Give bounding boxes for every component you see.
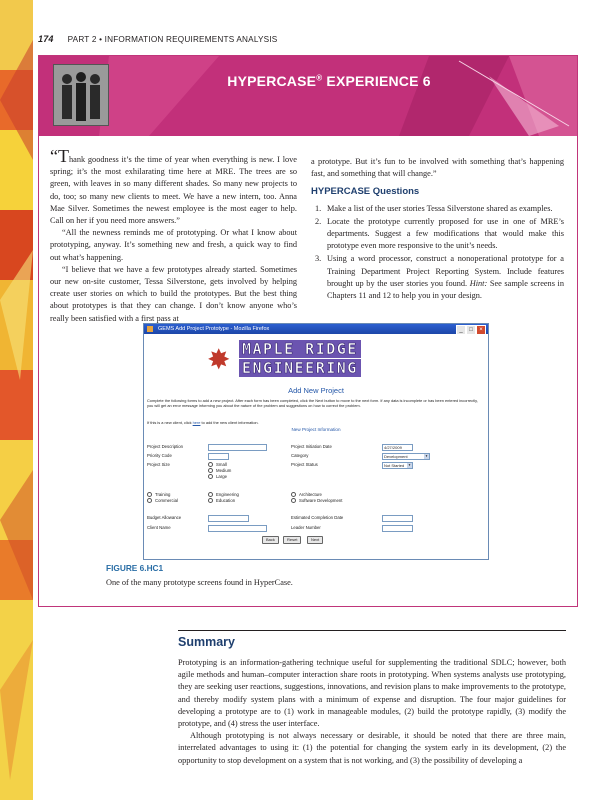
label-leader-number: Leader Number [291, 525, 321, 530]
label-priority-code: Priority Code [147, 453, 172, 458]
type-engineering-radio[interactable]: Engineering [208, 492, 239, 497]
dropcap: “T [50, 146, 69, 166]
paragraph: Although prototyping is not always necessary or desirable, it should be noted that there are three main, interrelated advantages to using it: (1) the potential for changing the system early in its development, (2) the opportunity to stop development on a system that is not working, and (3) the possibility of developing a [178, 731, 566, 765]
size-large-radio[interactable]: Large [208, 474, 227, 479]
team-silhouette-image [53, 64, 109, 126]
form-heading: Add New Project [288, 386, 344, 395]
label-initiation-date: Project Initiation Date [291, 444, 332, 449]
questions-heading: HYPERCASE Questions [311, 186, 420, 198]
reset-button[interactable]: Reset [283, 536, 301, 544]
next-button[interactable]: Next [307, 536, 323, 544]
category-select[interactable]: Development ▾ [382, 453, 430, 460]
firefox-icon [147, 326, 153, 332]
type-training-radio[interactable]: Training [147, 492, 170, 497]
questions-list [311, 203, 564, 303]
window-titlebar [144, 324, 488, 334]
label-project-status: Project Status [291, 462, 318, 467]
size-small-radio[interactable]: Small [208, 462, 227, 467]
prototype-screenshot [143, 323, 489, 560]
banner-geometric-art [39, 56, 577, 136]
label-category: Category [291, 453, 309, 458]
type-software-development-radio[interactable]: Software Development [291, 498, 342, 503]
window-title: GEMS Add Project Prototype - Mozilla Firefox [158, 326, 270, 332]
type-commercial-radio[interactable]: Commercial [147, 498, 178, 503]
list-item: 1. Make a list of the user stories Tessa Silverstone shared as examples. [315, 203, 553, 213]
list-item: 3. Using a word processor, construct a nonoperational prototype for a Training Department Project Reporting System. Include features brought up by the user stories you found. Hint: See sample screens in Chapters 11 and 12 to help you in your design. [315, 254, 564, 301]
company-logo: ✸ MAPLE RIDGE ENGINEERING [239, 340, 361, 378]
project-description-input[interactable] [208, 444, 267, 451]
label-project-description: Project Description [147, 444, 184, 449]
leader-number-input[interactable] [382, 525, 413, 532]
paragraph: “All the newness reminds me of prototyping. Or what I know about prototyping, anyway. It’s something new and fresh, a quick way to find out what’s happening. [50, 228, 297, 262]
close-button[interactable]: × [476, 325, 486, 335]
label-estimated-completion: Estimated Completion Date [291, 515, 344, 520]
minimize-button[interactable]: _ [456, 325, 466, 335]
summary-text [178, 657, 566, 767]
hypercase-banner [39, 56, 577, 136]
decorative-strip [0, 0, 33, 800]
summary-rule [178, 630, 566, 631]
paragraph: Prototyping is an information-gathering technique useful for supplementing the traditional SDLC; however, both agile methods and human–computer interaction share roots in prototyping. When systems analysts use prototyping, they are seeking user reactions, suggestions, innovations, and revision plans to make improvements to the prototype, and thereby modify system plans with a minimum of expense and disruption. The four major guidelines for developing a prototype are to (1) work in manageable modules, (2) build the prototype rapidly, (3) modify the prototype, and (4) stress the user interface. [178, 658, 566, 729]
budget-allowance-input[interactable] [208, 515, 249, 522]
label-client-name: Client Name [147, 525, 171, 530]
left-column [50, 146, 297, 325]
label-budget-allowance: Budget Allowance [147, 515, 182, 520]
maple-leaf-icon: ✸ [207, 344, 231, 375]
size-medium-radio[interactable]: Medium [208, 468, 231, 473]
paragraph: a prototype. But it’s fun to be involved with something that’s happening fast, and something that will change.” [311, 157, 564, 179]
new-client-text: If this is a new client, click here to add the new client information. [147, 420, 259, 425]
banner-title: HYPERCASE® EXPERIENCE 6 [227, 73, 431, 89]
project-status-select[interactable]: Not Started ▾ [382, 462, 413, 469]
chevron-down-icon: ▾ [425, 454, 428, 458]
chevron-down-icon: ▾ [408, 463, 411, 467]
figure-caption: One of the many prototype screens found in HyperCase. [106, 578, 293, 587]
maximize-button[interactable]: □ [466, 325, 476, 335]
type-architecture-radio[interactable]: Architecture [291, 492, 322, 497]
running-header: 174 PART 2 • INFORMATION REQUIREMENTS ANALYSIS [38, 34, 278, 44]
initiation-date-input[interactable]: 4/27/2009 [382, 444, 413, 451]
new-client-link[interactable]: here [192, 420, 201, 425]
paragraph: “I believe that we have a few prototypes already started. Sometimes our new on-site customer, Tessa Silverstone, gets involved by helping create user stories on which to build the prototypes. But the best thing about prototypes is that they can change. I don’t know anyone who’s really been satisfied with a first pass at [50, 264, 297, 323]
form-instructions: Complete the following forms to add a new project. After each form has been completed, click the Next button to move to the next form. If any data is incomplete or has been entered incorrectly, you will get an error message informing you about the nature of the problem and suggestions on how to correct the problem. [147, 398, 478, 409]
section-title: INFORMATION REQUIREMENTS ANALYSIS [104, 35, 278, 44]
estimated-completion-input[interactable] [382, 515, 413, 522]
paragraph: “Thank goodness it’s the time of year when everything is new. I love spring; it’s the most exhilarating time here at MRE. The trees are so green, with leaves in so many different shades. So many new projects to do, too; so many new clients to meet. We have a new intern, too. Anna Mae Silver. Sometimes the newest employee is the most eager to help. Call on her if you need more answers.” [50, 146, 297, 226]
right-column [311, 156, 564, 303]
section-title: New Project Information [291, 427, 341, 432]
summary-heading: Summary [178, 635, 235, 649]
page-number: 174 [38, 34, 54, 44]
list-item: 2. Locate the prototype currently proposed for use in one of MRE’s departments. Suggest a few modifications that would make this prototype even more responsive to the unit’s needs. [315, 216, 564, 251]
priority-code-input[interactable] [208, 453, 229, 460]
figure-label: FIGURE 6.HC1 [106, 563, 164, 573]
label-project-size: Project Size [147, 462, 170, 467]
back-button[interactable]: Back [262, 536, 279, 544]
type-education-radio[interactable]: Education [208, 498, 235, 503]
client-name-input[interactable] [208, 525, 267, 532]
